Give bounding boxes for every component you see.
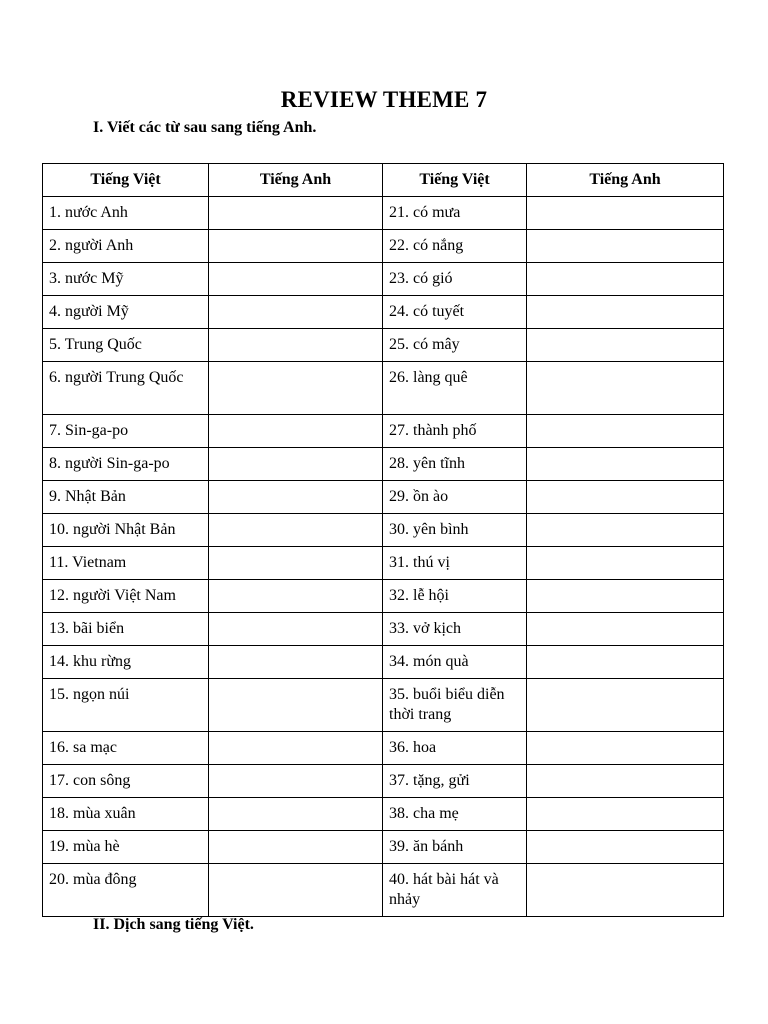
vietnamese-term: 9. Nhật Bản — [43, 481, 209, 514]
header-vietnamese-2: Tiếng Việt — [383, 164, 527, 197]
vietnamese-term: 23. có gió — [383, 263, 527, 296]
vietnamese-term: 25. có mây — [383, 329, 527, 362]
table-row — [43, 362, 724, 415]
vietnamese-term: 38. cha mẹ — [383, 798, 527, 831]
table-row — [43, 613, 724, 646]
vietnamese-term: 32. lễ hội — [383, 580, 527, 613]
vocabulary-table — [42, 163, 724, 917]
table-row — [43, 679, 724, 732]
english-answer-cell[interactable] — [209, 263, 383, 296]
english-answer-cell[interactable] — [209, 646, 383, 679]
english-answer-cell[interactable] — [209, 329, 383, 362]
english-answer-cell[interactable] — [209, 864, 383, 917]
english-answer-cell[interactable] — [527, 362, 724, 415]
english-answer-cell[interactable] — [209, 831, 383, 864]
table-row — [43, 263, 724, 296]
english-answer-cell[interactable] — [527, 481, 724, 514]
table-row — [43, 864, 724, 917]
vietnamese-term: 16. sa mạc — [43, 732, 209, 765]
vietnamese-term: 8. người Sin-ga-po — [43, 448, 209, 481]
table-header-row — [43, 164, 724, 197]
vietnamese-term: 34. món quà — [383, 646, 527, 679]
vietnamese-term: 30. yên bình — [383, 514, 527, 547]
vietnamese-term: 20. mùa đông — [43, 864, 209, 917]
english-answer-cell[interactable] — [527, 864, 724, 917]
vietnamese-term: 31. thú vị — [383, 547, 527, 580]
vietnamese-term: 21. có mưa — [383, 197, 527, 230]
english-answer-cell[interactable] — [209, 415, 383, 448]
table-row — [43, 547, 724, 580]
english-answer-cell[interactable] — [527, 831, 724, 864]
table-row — [43, 329, 724, 362]
vietnamese-term: 10. người Nhật Bản — [43, 514, 209, 547]
english-answer-cell[interactable] — [209, 448, 383, 481]
english-answer-cell[interactable] — [527, 547, 724, 580]
vietnamese-term: 37. tặng, gửi — [383, 765, 527, 798]
english-answer-cell[interactable] — [209, 732, 383, 765]
vietnamese-term: 4. người Mỹ — [43, 296, 209, 329]
vietnamese-term: 22. có nắng — [383, 230, 527, 263]
vietnamese-term: 6. người Trung Quốc — [43, 362, 209, 415]
vietnamese-term: 19. mùa hè — [43, 831, 209, 864]
vietnamese-term: 5. Trung Quốc — [43, 329, 209, 362]
section-2-heading: II. Dịch sang tiếng Việt. — [93, 916, 254, 933]
vietnamese-term: 40. hát bài hát và nhảy — [383, 864, 527, 917]
english-answer-cell[interactable] — [527, 230, 724, 263]
vietnamese-term: 1. nước Anh — [43, 197, 209, 230]
table-row — [43, 481, 724, 514]
english-answer-cell[interactable] — [527, 296, 724, 329]
vietnamese-term: 12. người Việt Nam — [43, 580, 209, 613]
vietnamese-term: 14. khu rừng — [43, 646, 209, 679]
vietnamese-term: 33. vở kịch — [383, 613, 527, 646]
english-answer-cell[interactable] — [209, 547, 383, 580]
english-answer-cell[interactable] — [209, 514, 383, 547]
english-answer-cell[interactable] — [209, 197, 383, 230]
english-answer-cell[interactable] — [527, 263, 724, 296]
table-row — [43, 197, 724, 230]
table-row — [43, 831, 724, 864]
section-1-heading: I. Viết các từ sau sang tiếng Anh. — [93, 119, 317, 136]
header-vietnamese-1: Tiếng Việt — [43, 164, 209, 197]
table-row — [43, 415, 724, 448]
english-answer-cell[interactable] — [527, 798, 724, 831]
vietnamese-term: 7. Sin-ga-po — [43, 415, 209, 448]
english-answer-cell[interactable] — [527, 679, 724, 732]
page-title: REVIEW THEME 7 — [280, 87, 488, 112]
english-answer-cell[interactable] — [209, 362, 383, 415]
table-row — [43, 798, 724, 831]
vietnamese-term: 17. con sông — [43, 765, 209, 798]
table-row — [43, 448, 724, 481]
english-answer-cell[interactable] — [527, 197, 724, 230]
vietnamese-term: 24. có tuyết — [383, 296, 527, 329]
english-answer-cell[interactable] — [209, 798, 383, 831]
table-row — [43, 765, 724, 798]
english-answer-cell[interactable] — [527, 646, 724, 679]
header-english-1: Tiếng Anh — [209, 164, 383, 197]
english-answer-cell[interactable] — [527, 448, 724, 481]
table-body — [43, 197, 724, 917]
table-row — [43, 514, 724, 547]
english-answer-cell[interactable] — [209, 679, 383, 732]
vietnamese-term: 2. người Anh — [43, 230, 209, 263]
english-answer-cell[interactable] — [209, 765, 383, 798]
english-answer-cell[interactable] — [527, 765, 724, 798]
table-row — [43, 732, 724, 765]
vietnamese-term: 27. thành phố — [383, 415, 527, 448]
vietnamese-term: 28. yên tĩnh — [383, 448, 527, 481]
english-answer-cell[interactable] — [527, 732, 724, 765]
english-answer-cell[interactable] — [527, 415, 724, 448]
vietnamese-term: 26. làng quê — [383, 362, 527, 415]
english-answer-cell[interactable] — [527, 613, 724, 646]
english-answer-cell[interactable] — [209, 580, 383, 613]
table-row — [43, 296, 724, 329]
english-answer-cell[interactable] — [209, 481, 383, 514]
english-answer-cell[interactable] — [527, 580, 724, 613]
table-row — [43, 646, 724, 679]
english-answer-cell[interactable] — [527, 329, 724, 362]
table-row — [43, 580, 724, 613]
vietnamese-term: 39. ăn bánh — [383, 831, 527, 864]
english-answer-cell[interactable] — [527, 514, 724, 547]
english-answer-cell[interactable] — [209, 613, 383, 646]
vietnamese-term: 3. nước Mỹ — [43, 263, 209, 296]
english-answer-cell[interactable] — [209, 230, 383, 263]
vietnamese-term: 36. hoa — [383, 732, 527, 765]
vietnamese-term: 11. Vietnam — [43, 547, 209, 580]
vietnamese-term: 35. buổi biểu diễn thời trang — [383, 679, 527, 732]
vietnamese-term: 18. mùa xuân — [43, 798, 209, 831]
header-english-2: Tiếng Anh — [527, 164, 724, 197]
vietnamese-term: 29. ồn ào — [383, 481, 527, 514]
vietnamese-term: 15. ngọn núi — [43, 679, 209, 732]
table-row — [43, 230, 724, 263]
english-answer-cell[interactable] — [209, 296, 383, 329]
vietnamese-term: 13. bãi biển — [43, 613, 209, 646]
